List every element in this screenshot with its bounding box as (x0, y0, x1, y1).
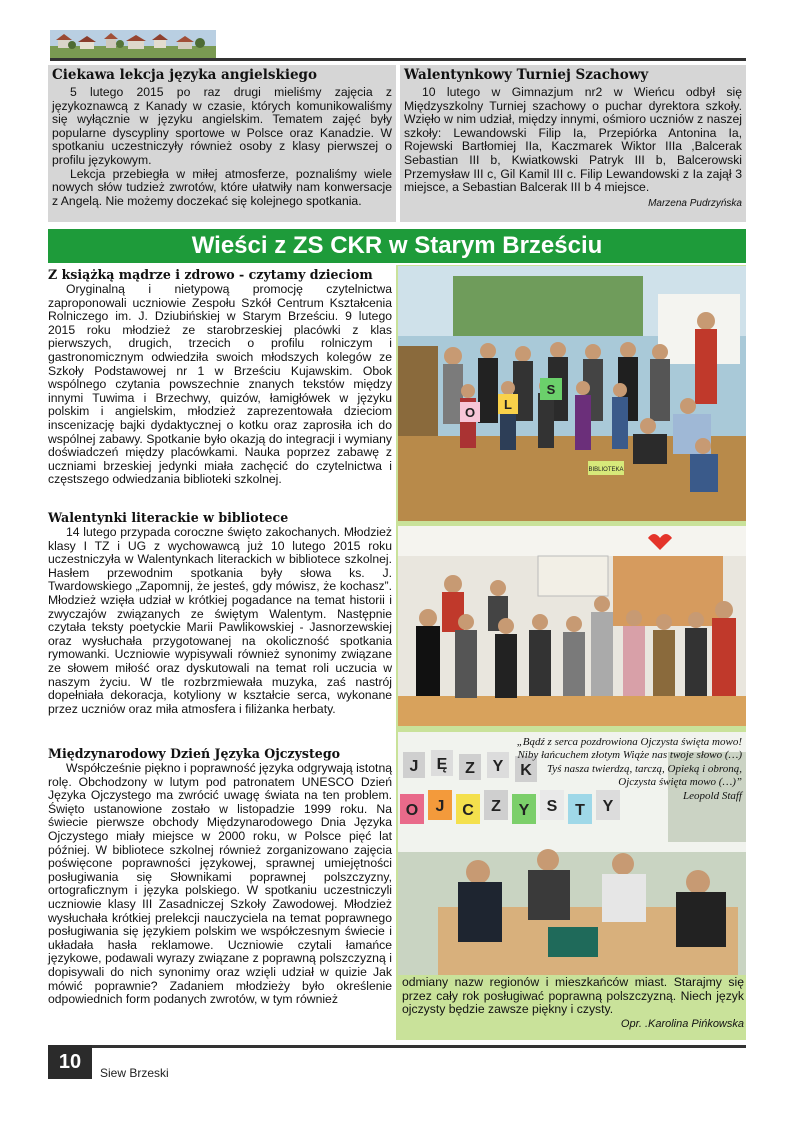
letter-bottom-8: Y (602, 798, 614, 815)
publication-name: Siew Brzeski (100, 1066, 169, 1080)
article-language-day-title: Międzynarodowy Dzień Języka Ojczystego (48, 746, 341, 761)
chess-tournament-author: Marzena Pudrzyńska (648, 197, 742, 209)
english-lesson-paragraph-2: Lekcja przebiegła w miłej atmosferze, poznaliśmy wiele nowych słów tudzież zwrotów, które ułatwiły nam konwersacje z Angelą. Nie możemy doczekać się kolejnego spotkania. (52, 166, 392, 208)
section-banner (48, 229, 746, 263)
english-lesson-text (52, 86, 392, 208)
chess-tournament-text (404, 86, 742, 195)
language-day-author: Opr. .Karolina Pińkowska (620, 1017, 744, 1030)
section-banner-title: Wieści z ZS CKR w Starym Brześciu (191, 232, 603, 259)
chess-tournament-panel (400, 65, 746, 222)
village-panorama-image (50, 30, 216, 58)
poem-line-2: Niby łańcuchem złotym Wiąże nas twoje słowo (…) (517, 749, 742, 762)
poem-line-3: Tyś nasza twierdzą, tarczą, Opieką i obroną, (546, 762, 742, 775)
article-valentines-block (48, 510, 392, 743)
english-lesson-title: Ciekawa lekcja języka angielskiego (52, 67, 318, 83)
article-reading-block (48, 267, 392, 503)
letter-bottom-5: Y (518, 802, 530, 819)
english-lesson-paragraph-1: 5 lutego 2015 po raz drugi mieliśmy zajęcia z językoznawcą z Kanady w czasie, których komunikowaliśmy się wyłącznie w języku angielskim. Tematem zajęć były popularne dyscypliny sportowe w Polsce oraz Kanadzie. W spotkaniu uczestniczyły również osoby z klasy pierwszej o profilu językowym. (52, 85, 392, 167)
header-logo (50, 30, 216, 58)
header-rule (50, 58, 746, 61)
letter-bottom-3: C (462, 802, 474, 819)
chess-tournament-title: Walentynkowy Turniej Szachowy (404, 67, 649, 83)
footer-rule (92, 1045, 746, 1048)
letter-bottom-6: S (546, 798, 558, 815)
letter-top-5: K (520, 762, 532, 779)
article-valentines-paragraph: 14 lutego przypada coroczne święto zakochanych. Młodzież klasy I TZ i UG z wychowawcą już 10 lutego 2015 roku uczestniczyła w Walentynkach literackich w bibliotece szkolnej. Hasłem przewodnim spotkania były słowa ks. J. Twardowskiego „Zapomnij, że jesteś, gdy mówisz, że kochasz”. Młodzież wzięła udział w krótkiej pogadance na temat historii i zwyczajów związanych ze świętym Walentym. Następnie czytała teksty poetyckie Marii Pawlikowskiej - Jasnorzewskiej oraz wysłuchała przygotowanej na okoliczność spotkania rymowanki. Uczniowie wypisywali również synonimy związane ze słowem miłość oraz dyskutowali na temat roli uczucia w naszym życiu. W tle rozbrzmiewała muzyka, zaś nastrój dopełniała dekoracja, kotyliony w kształcie serca, wykonane przez uczniów oraz miła atmosfera i filiżanka herbaty. (48, 525, 392, 716)
article-language-day-paragraph: Współcześnie piękno i poprawność języka odgrywają istotną rolę. Obchodzony w lutym pod patronatem UNESCO Dzień Języka Ojczystego ma zwrócić uwagę świata na ten problem. Święto ustanowione zostało w listopadzie 1999 roku. Na świecie pierwsze obchody Międzynarodowego Dnia Języka Ojczystego miały miejsce w 2000 roku, w Polsce pięć lat później. W bibliotece szkolnej również zorganizowano zajęcia poświęcone poprawności językowej, sprawnej umiejętności posługiwania się Słownikami poprawnej polszczyzny, ortograficznym i języka polskiego. W spotkaniu uczestniczyli uczniowie klasy III Zasadniczej Szkoły Zawodowej. Młodzież wysłuchała krótkiej prelekcji nauczyciela na temat poprawnego posługiwania się językiem polskim we współczesnym świecie i układała hasła reklamowe. Uczniowie czytali łamańce językowe, podawali wyrazy związane z poprawną polszczyzną i dopisywali do nich synonimy oraz wzięli udział w quizie Jak mówić poprawnie? Zadaniem młodzieży było określenie odpowiednich form podanych zwrotów, w tym również (48, 761, 392, 1007)
photo-valentines-event (398, 526, 746, 726)
board-letter-o: O (464, 405, 476, 420)
chess-tournament-paragraph: 10 lutego w Gimnazjum nr2 w Wieńcu odbył się Międzyszkolny Turniej szachowy o puchar dyrektora szkoły. Wzięło w nim udział, między innymi, ośmioro uczniów z naszej szkoły: Lewandowski Filip Ia, Przepiórka Antonina Ia, Rojewski Bartłomiej IIa, Kaczmarek Wiktor IIIa ,Balcerak Sebastian III b, Kwiatkowski Patryk III b, Balcerowski Przemysław III c, Gil Kamil III c. Filip Lewandowski z Ia zajął 3 miejsce, a Sebastian Balcerak III b 4 miejsce. (404, 85, 742, 195)
article-valentines-title: Walentynki literackie w bibliotece (48, 510, 289, 525)
library-group-photo-2 (398, 526, 746, 726)
biblioteka-sign: BIBLIOTEKA (588, 467, 624, 473)
poem-author: Leopold Staff (683, 789, 742, 802)
board-letter-l: L (504, 397, 512, 412)
poem-line-1: „Bądź z serca pozdrowiona Ojczysta święta mowo! (516, 736, 742, 748)
letter-bottom-7: T (575, 802, 585, 819)
board-letter-s: S (546, 382, 556, 397)
letter-top-3: Z (465, 760, 475, 777)
classroom-group-photo-1 (398, 266, 746, 521)
letter-top-4: Y (492, 758, 504, 775)
article-reading-body (48, 283, 392, 487)
letter-bottom-4: Z (491, 798, 501, 815)
language-day-continuation-text: odmiany nazw regionów i mieszkańców miast. Starajmy się przez cały rok posługiwać poprawną polszczyzną. Niech język ojczysty będzie zawsze piękny i czysty. (402, 975, 744, 1017)
article-language-day-body (48, 762, 392, 1007)
article-reading-paragraph: Oryginalną i nietypową promocję czytelnictwa zaproponowali uczniowie Zespołu Szkół Centrum Kształcenia Rolniczego im. J. Dziubińskiej w Starym Brześciu. 9 lutego 2015 roku młodzież ze starobrzeskiej placówki z klas pierwszych, drugich, trzecich o profilu rolniczym i gastronomicznym odwiedziła swoich młodszych kolegów ze Szkoły Podstawowej nr 1 w Brześciu Kujawskim. Obok wspólnego czytania powszechnie znanych tekstów między innymi Tuwima i Brzechwy, quizów, łamigłówek w języku polskim i angielskim, młodzież zaprezentowała dzieciom inscenizację bajki dydaktycznej o kotku oraz zaprosiła ich do wspólnej zabawy. Spotkanie było okazją do integracji i wymiany doświadczeń między placówkami. Nauka poprzez zabawę z uczniami brzeskiej jedynki miała zachęcić do czytelnictwa i częstszego odwiedzania biblioteki szkolnej. (48, 282, 392, 487)
letter-top-2: Ę (436, 756, 448, 773)
photo-reading-event (398, 266, 746, 521)
footer-page-box (48, 1045, 92, 1079)
article-valentines-body (48, 526, 392, 716)
letter-top-1: J (409, 758, 419, 775)
letter-bottom-1: O (405, 802, 419, 819)
page-number: 10 (58, 1050, 82, 1073)
article-language-day-block (48, 746, 392, 1036)
letter-bottom-2: J (435, 798, 445, 815)
article-reading-title: Z książką mądrze i zdrowo - czytamy dzieciom (48, 267, 373, 282)
poem-quote (470, 736, 742, 803)
english-lesson-panel (48, 65, 396, 222)
language-day-continuation (402, 976, 744, 1030)
poem-line-4: Ojczysta święta mowo (…)” (618, 776, 742, 789)
